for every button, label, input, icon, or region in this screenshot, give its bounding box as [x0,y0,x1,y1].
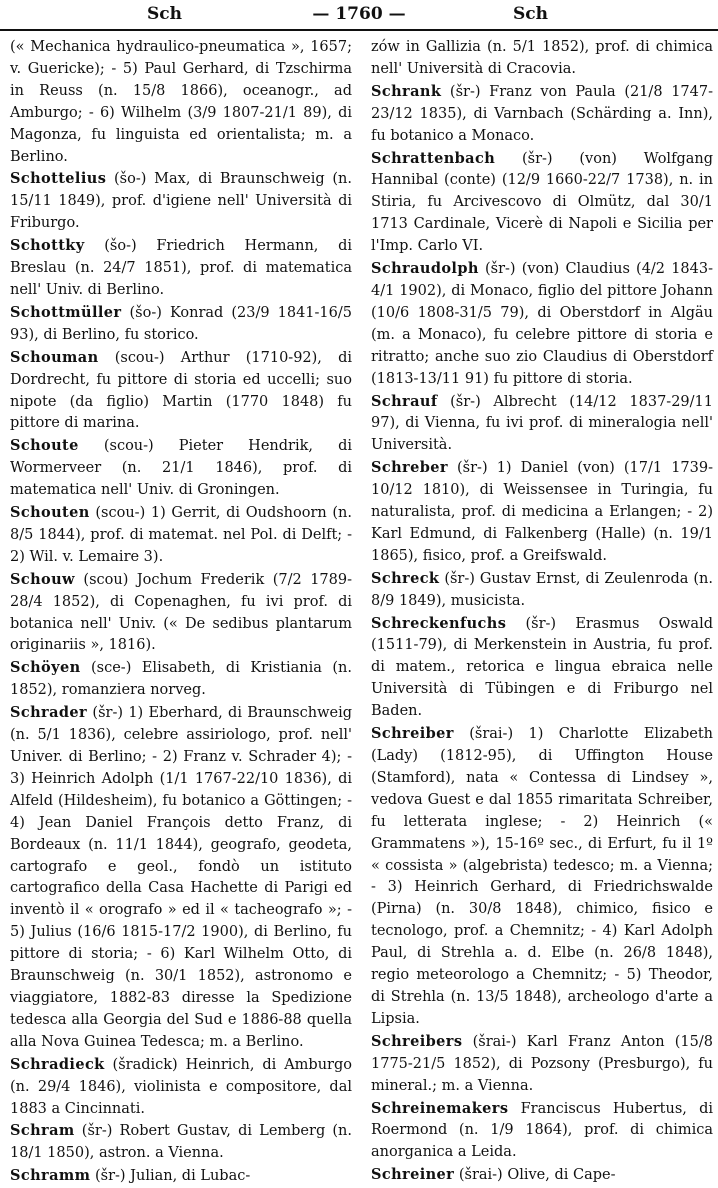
dictionary-entry [10,168,352,235]
entry-headword: Schottelius [10,170,107,188]
entry-text: (šr-) 1) Daniel (von) (17/1 1739-10/12 1810), di Weissensee in Turingia, fu naturalista, prof. di medicina a Erlangen; - 2) Karl Edmund, di Falkenberg (Halle) (n. 19/1 1865), fisico, prof. a Greifswald. [371,460,713,564]
dictionary-entry [10,235,352,302]
dictionary-entry [371,391,713,458]
right-column [371,37,713,1184]
dictionary-entry [10,1054,352,1121]
entry-headword: Schreckenfuchs [371,614,507,632]
entry-text: (šr-) Erasmus Oswald (1511-79), di Merkenstein in Austria, fu prof. di matem., retorica e lingua ebraica nelle Università di Tübingen e di Friburgo nel Baden. [371,615,713,720]
entry-text: (šr-) Gustav Ernst, di Zeulenroda (n. 8/9 1849), musicista. [371,570,713,609]
dictionary-entry [371,457,713,568]
entry-headword: Schottmüller [10,303,122,321]
header-right: Sch [513,4,548,24]
entry-text: (scou-) 1) Gerrit, di Oudshoorn (n. 8/5 1844), prof. di matemat. nel Pol. di Delft; - 2) Wil. v. Lemaire 3). [10,505,352,565]
entry-headword: Schramm [10,1167,91,1185]
entry-headword: Schoute [10,437,79,455]
dictionary-entry [371,1031,713,1098]
dictionary-entry [10,435,352,502]
header-rule [0,29,718,31]
entry-headword: Schreiner [371,1166,455,1184]
dictionary-entry [371,568,713,613]
entry-text: (šrai-) 1) Charlotte Elizabeth (Lady) (1812-95), di Uffington House (Stamford), nata « Contessa di Lindsey », vedova Guest e dal 1855 rimaritata Schreiber, fu letterata inglese; - 2) Heinrich (« Grammatens »), 15-16º sec., di Erfurt, fu il 1º « cossista » (algebrista) tedesco; m. a Vienna; - 3) Heinrich Gerhard, di Friedrichswalde (Pirna) (n. 30/8 1848), chimico, fisico e tecnologo, prof. a Chemnitz; - 4) Karl Adolph Paul, di Strehla a. d. Elbe (n. 26/8 1848), regio meteorologo a Chemnitz; - 5) Theodor, di Strehla (n. 13/5 1848), archeologo d'arte a Lipsia. [371,726,713,1027]
dictionary-entry [10,702,352,1054]
entry-headword: Schöyen [10,659,81,677]
dictionary-entry [10,302,352,347]
entry-headword: Schram [10,1122,75,1140]
entry-text: (šr-) (von) Claudius (4/2 1843-4/1 1902), di Monaco, figlio del pittore Johann (10/6 1808-31/5 79), di Oberstdorf in Algäu (m. a Monaco), fu celebre pittore di storia e ritratto; anche suo zio Claudius di Oberstdorf (1813-13/11 91) fu pittore di storia. [371,261,713,387]
entry-text: (šo-) Konrad (23/9 1841-16/5 93), di Berlino, fu storico. [10,304,352,343]
page-number: — 1760 — [312,4,406,24]
dictionary-entry [10,1165,352,1188]
dictionary-entry [371,258,713,390]
entry-text: (šrai-) Olive, di Cape- [454,1167,616,1184]
page-header [0,0,718,30]
entry-text: zów in Gallizia (n. 5/1 1852), prof. di chimica nell' Università di Cracovia. [371,39,713,77]
entry-headword: Schrattenbach [371,149,496,167]
dictionary-entry [10,1120,352,1165]
entry-text: (šrai-) Karl Franz Anton (15/8 1775-21/5 1852), di Pozsony (Presburgo), fu mineral.; m. a Vienna. [371,1033,713,1094]
entry-text: (šr-) Julian, di Lubac- [90,1168,251,1185]
entry-text: (scou-) Pieter Hendrik, di Wormerveer (n. 21/1 1846), prof. di matematica nell' Univ. di Groningen. [10,438,352,499]
dictionary-entry [371,1164,713,1187]
entry-text: (šr-) Albrecht (14/12 1837-29/11 97), di Vienna, fu ivi prof. di mineralogia nell' Università. [371,393,713,454]
dictionary-entry [371,723,713,1031]
entry-text: (šradick) Heinrich, di Amburgo (n. 29/4 1846), violinista e compositore, dal 1883 a Cincinnati. [10,1056,352,1117]
dictionary-entry [371,148,713,259]
entry-headword: Schreck [371,569,440,587]
entry-text: (šr-) 1) Eberhard, di Braunschweig (n. 5/1 1836), celebre assiriologo, prof. nell' Univer. di Berlino; - 2) Franz v. Schrader 4); - 3) Heinrich Adolph (1/1 1767-22/10 1836), di Alfeld (Hildesheim), fu botanico a Göttingen; - 4) Jean Daniel François detto Franz, di Bordeaux (n. 11/1 1844), geografo, geodeta, cartografo e geol., fondò un istituto cartografico della Casa Hachette di Parigi ed inventò il « orografo » ed il « tacheografo »; - 5) Julius (16/6 1815-17/2 1900), di Berlino, fu pittore di storia; - 6) Karl Wilhelm Otto, di Braunschweig (n. 30/1 1852), astronomo e viaggiatore, 1882-83 diresse la Spedizione tedesca alla Georgia del Sud e 1886-88 quella alla Nova Guinea Tedesca; m. a Berlino. [10,705,352,1050]
entry-headword: Schreibers [371,1032,463,1050]
dictionary-entry [371,37,713,81]
dictionary-entry [371,613,713,724]
entry-text: (šr-) Robert Gustav, di Lemberg (n. 18/1 1850), astron. a Vienna. [10,1123,352,1162]
dictionary-entry [10,657,352,702]
entry-text: (šo-) Friedrich Hermann, di Breslau (n. 24/7 1851), prof. di matematica nell' Univ. di Berlino. [10,238,352,298]
dictionary-entry [10,347,352,436]
dictionary-entry [10,37,352,168]
entry-headword: Schrauf [371,392,438,410]
entry-text: (scou-) Arthur (1710-92), di Dordrecht, fu pittore di storia ed uccelli; suo nipote (da figlio) Martin (1770 1848) fu pittore di marina. [10,349,352,432]
entry-text: (šr-) (von) Wolfgang Hannibal (conte) (12/9 1660-22/7 1738), n. in Stiria, fu Arcivescovo di Olmütz, dal 30/1 1713 Cardinale, Vicerè di Napoli e Sicilia per l'Imp. Carlo VI. [371,150,713,255]
entry-text: (« Mechanica hydraulico-pneumatica », 1657; v. Guericke); - 5) Paul Gerhard, di Tzschirma in Reuss (n. 15/8 1866), oceanogr., ad Amburgo; - 6) Wilhelm (3/9 1807-21/1 89), di Magonza, fu linguista ed orientalista; m. a Berlino. [10,39,352,165]
dictionary-entry [371,81,713,148]
dictionary-entry [10,569,352,658]
entry-headword: Schradieck [10,1055,105,1073]
entry-headword: Schouten [10,504,90,522]
left-column [10,37,352,1185]
entry-headword: Schrank [371,82,442,100]
entry-headword: Schrader [10,704,88,722]
entry-text: (šr-) Franz von Paula (21/8 1747-23/12 1835), di Varnbach (Schärding a. Inn), fu botanico a Monaco. [371,83,713,144]
entry-headword: Schouw [10,570,75,588]
entry-text: (scou) Jochum Frederik (7/2 1789-28/4 1852), di Copenaghen, fu ivi prof. di botanica nell' Univ. (« De sedibus plantarum originariis », 1816). [10,571,352,654]
header-left: Sch [147,4,182,24]
entry-text: (šo-) Max, di Braunschweig (n. 15/11 1849), prof. d'igiene nell' Università di Friburgo. [10,171,352,232]
entry-headword: Schottky [10,237,85,255]
entry-headword: Schouman [10,348,99,366]
entry-text: (sce-) Elisabeth, di Kristiania (n. 1852), romanziera norveg. [10,660,352,699]
dictionary-entry [371,1098,713,1165]
entry-headword: Schraudolph [371,260,479,278]
dictionary-entry [10,502,352,569]
entry-text: Franciscus Hubertus, di Roermond (n. 1/9 1864), prof. di chimica anorganica a Leida. [371,1100,713,1161]
entry-headword: Schreiber [371,725,454,743]
entry-headword: Schreber [371,459,448,477]
entry-headword: Schreinemakers [371,1099,509,1117]
